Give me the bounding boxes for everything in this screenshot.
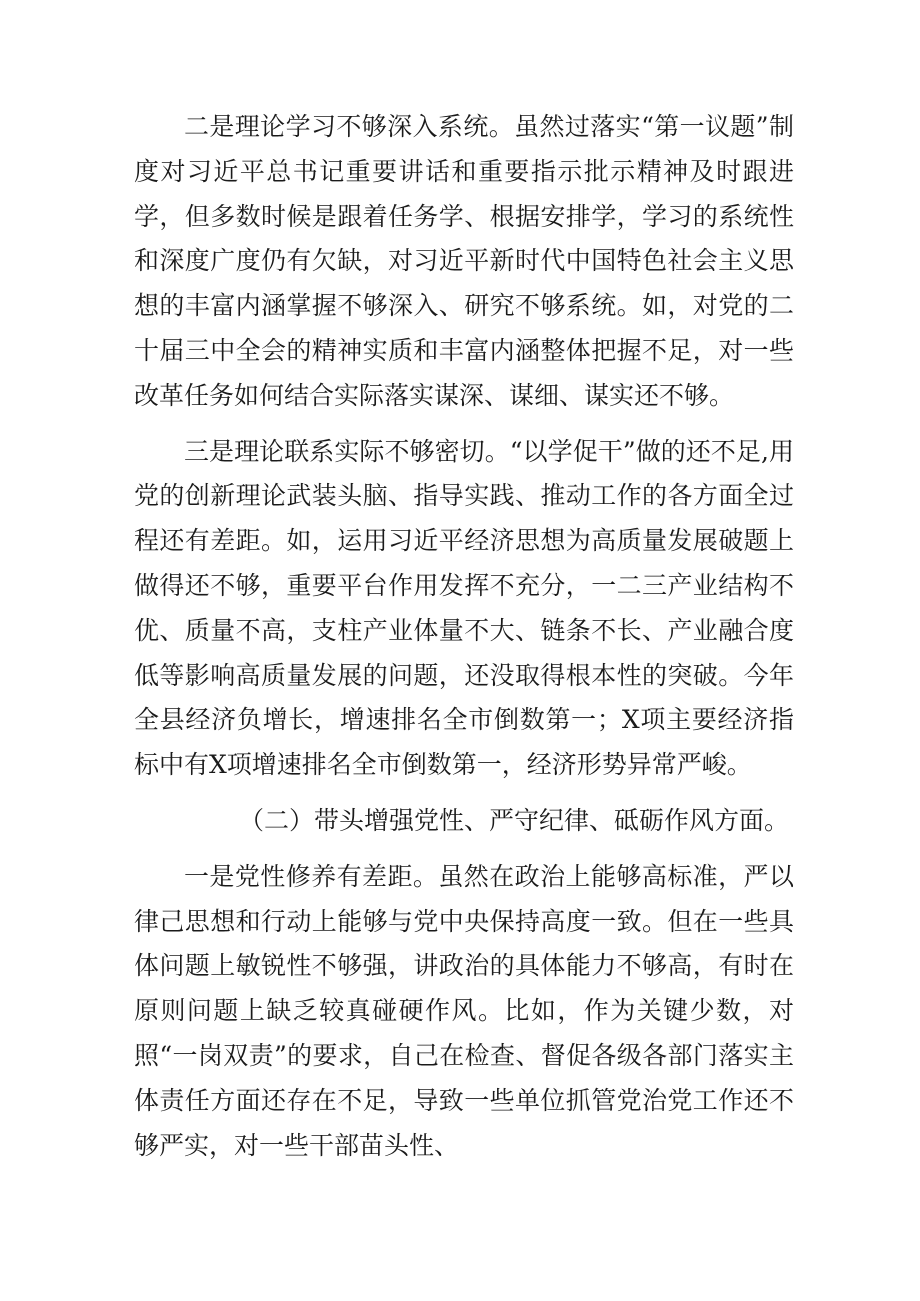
paragraph-party-spirit: 一是党性修养有差距。虽然在政治上能够高标准，严以律己思想和行动上能够与党中央保持高度一致。但在一些具体问题上敏锐性不够强，讲政治的具体能力不够高，有时在原则问题上缺乏较真碰硬作风。比如，作为关键少数，对照“一岗双责”的要求，自己在检查、督促各级各部门落实主体责任方面还存在不足，导致一些单位抓管党治党工作还不够严实，对一些干部苗头性、 [134, 861, 794, 1160]
paragraph-theory-practice: 三是理论联系实际不够密切。“以学促干”做的还不足,用党的创新理论武装头脑、指导实践、推动工作的各方面全过程还有差距。如，运用习近平经济思想为高质量发展破题上做得还不够，重要平台作用发挥不充分，一二三产业结构不优、质量不高，支柱产业体量不大、链条不长、产业融合度低等影响高质量发展的问题，还没取得根本性的突破。今年全县经济负增长，增速排名全市倒数第一；X项主要经济指标中有X项增速排名全市倒数第一，经济形势异常严峻。 [134, 436, 794, 780]
document-body [134, 105, 794, 1168]
paragraph-theory-study: 二是理论学习不够深入系统。虽然过落实“第一议题”制度对习近平总书记重要讲话和重要指示批示精神及时跟进学，但多数时候是跟着任务学、根据安排学，学习的系统性和深度广度仍有欠缺，对习近平新时代中国特色社会主义思想的丰富内涵掌握不够深入、研究不够系统。如，对党的二十届三中全会的精神实质和丰富内涵整体把握不足，对一些改革任务如何结合实际落实谋深、谋细、谋实还不够。 [134, 112, 794, 410]
section-heading: （二）带头增强党性、严守纪律、砥砺作风方面。 [239, 805, 790, 835]
